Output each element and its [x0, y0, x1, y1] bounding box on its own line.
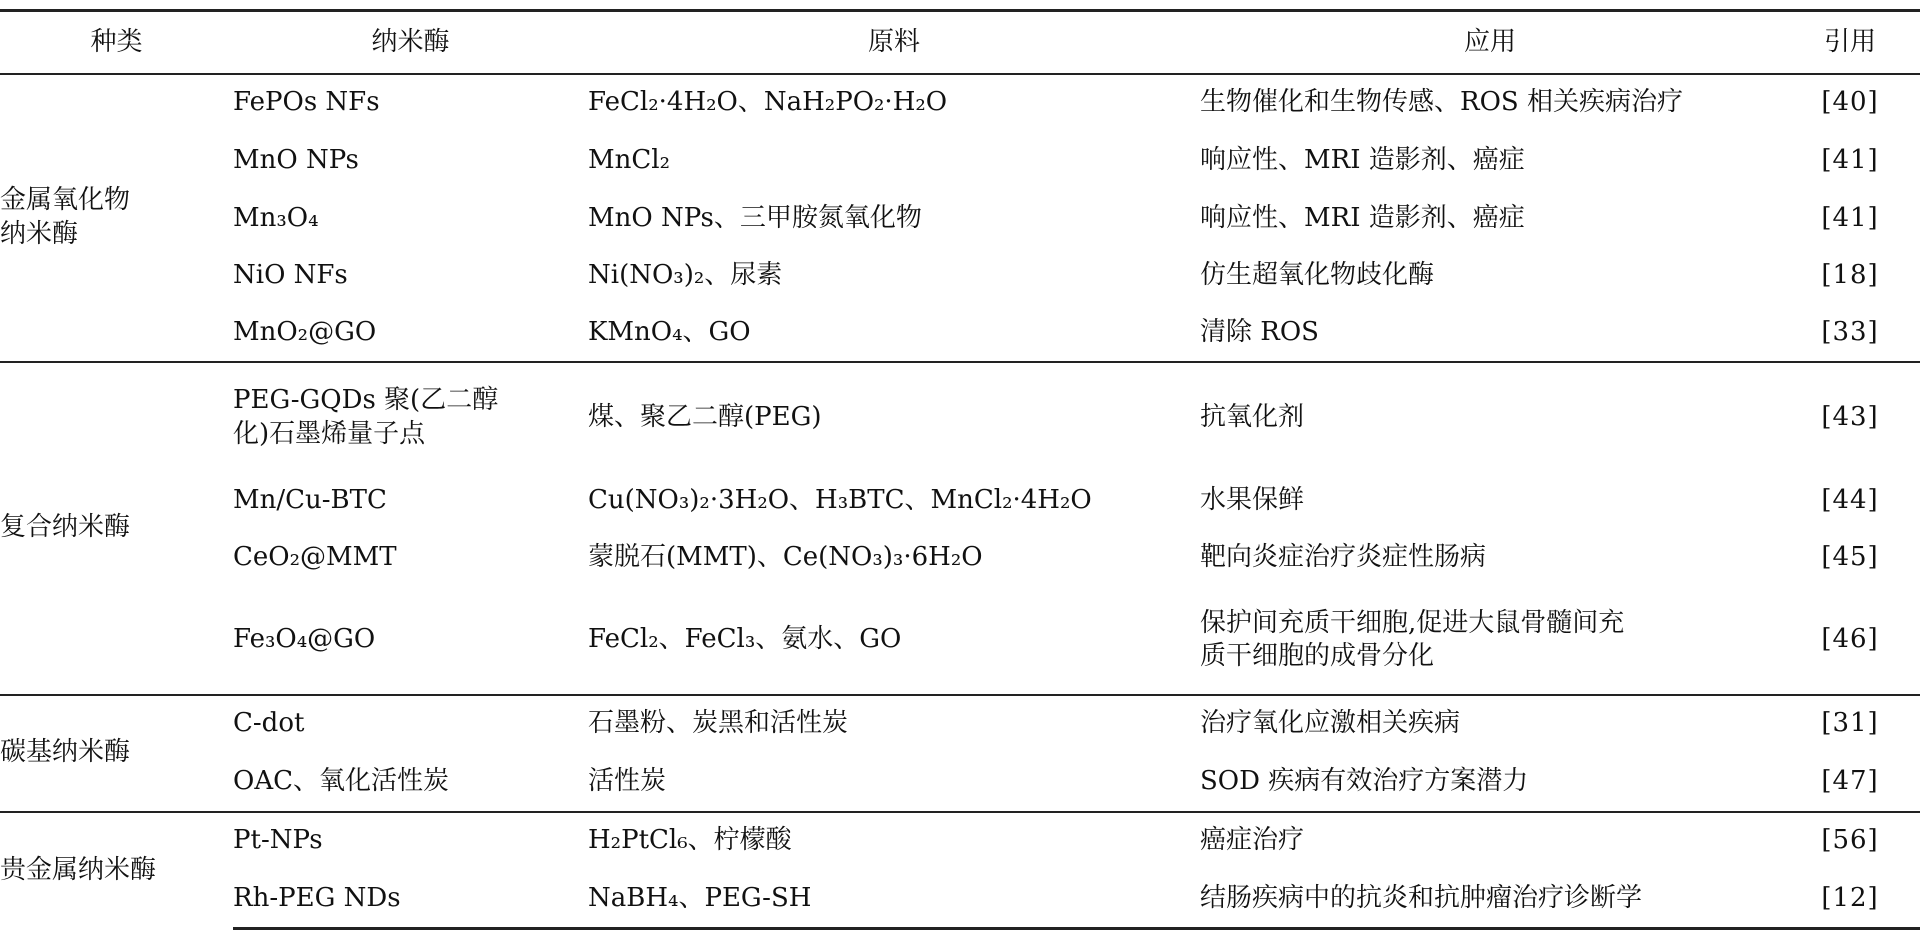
- material-cell: Cu(NO₃)₂·3H₂O、H₃BTC、MnCl₂·4H₂O: [588, 484, 1092, 515]
- table-row: [0, 753, 1920, 812]
- reference-cell: [45]: [1821, 541, 1879, 572]
- table-row: [0, 248, 1920, 305]
- nanozyme-cell: Fe₃O₄@GO: [233, 624, 376, 655]
- nanozyme-cell: Pt-NPs: [233, 812, 588, 870]
- application-cell: 治疗氧化应激相关疾病: [1200, 695, 1780, 753]
- table-row: [0, 529, 1920, 587]
- category-cell: 金属氧化物 纳米酶: [0, 185, 131, 249]
- reference-cell: [44]: [1821, 484, 1879, 515]
- material-cell: Ni(NO₃)₂、尿素: [588, 260, 783, 291]
- nanozyme-cell: MnO NPs: [233, 144, 359, 175]
- header-nanozyme: 纳米酶: [233, 11, 588, 74]
- table-row: [0, 362, 1920, 473]
- header-reference: 引用: [1780, 11, 1920, 74]
- reference-cell: [56]: [1780, 812, 1920, 870]
- nanozyme-cell: NiO NFs: [233, 260, 348, 291]
- nanozyme-cell: C-dot: [233, 695, 588, 753]
- header-category: 种类: [0, 11, 233, 74]
- table-row: [0, 74, 1920, 132]
- nanozyme-cell: Mn₃O₄: [233, 202, 319, 233]
- nanozyme-cell: Mn/Cu-BTC: [233, 484, 387, 515]
- application-cell: 响应性、MRI 造影剂、癌症: [1200, 202, 1525, 233]
- material-cell: MnO NPs、三甲胺氮氧化物: [588, 202, 922, 233]
- reference-cell: [41]: [1821, 144, 1879, 175]
- application-cell: SOD 疾病有效治疗方案潜力: [1200, 765, 1529, 796]
- reference-cell: [46]: [1821, 624, 1879, 655]
- application-cell: 保护间充质干细胞,促进大鼠骨髓间充 质干细胞的成骨分化: [1200, 607, 1625, 671]
- table-row: [0, 695, 1920, 753]
- material-cell: 蒙脱石(MMT)、Ce(NO₃)₃·6H₂O: [588, 541, 983, 572]
- application-cell: 抗氧化剂: [1200, 362, 1780, 473]
- nanozyme-cell: Rh-PEG NDs: [233, 870, 588, 929]
- header-material: 原料: [588, 11, 1200, 74]
- reference-cell: [40]: [1821, 87, 1879, 118]
- application-cell: 靶向炎症治疗炎症性肠病: [1200, 541, 1487, 572]
- material-cell: NaBH₄、PEG-SH: [588, 870, 1200, 929]
- table-row: [0, 587, 1920, 695]
- material-cell: MnCl₂: [588, 144, 670, 175]
- application-cell: 癌症治疗: [1200, 812, 1780, 870]
- header-application: 应用: [1200, 11, 1780, 74]
- reference-cell: [31]: [1780, 695, 1920, 753]
- material-cell: H₂PtCl₆、柠檬酸: [588, 812, 1200, 870]
- category-cell: 复合纳米酶: [0, 362, 233, 695]
- nanozyme-cell: FePOs NFs: [233, 87, 380, 118]
- application-cell: 仿生超氧化物歧化酶: [1200, 260, 1435, 291]
- nanozyme-cell: OAC、氧化活性炭: [233, 765, 449, 796]
- material-cell: FeCl₂·4H₂O、NaH₂PO₂·H₂O: [588, 87, 948, 118]
- header-row: [0, 11, 1920, 74]
- material-cell: 煤、聚乙二醇(PEG): [588, 362, 1200, 473]
- application-cell: 清除 ROS: [1200, 316, 1319, 347]
- reference-cell: [41]: [1821, 202, 1879, 233]
- table-row: [0, 473, 1920, 529]
- table-row: [0, 812, 1920, 870]
- material-cell: 活性炭: [588, 765, 667, 796]
- reference-cell: [33]: [1821, 316, 1879, 347]
- application-cell: 结肠疾病中的抗炎和抗肿瘤治疗诊断学: [1200, 870, 1780, 929]
- category-cell: 贵金属纳米酶: [0, 812, 233, 929]
- nanozyme-cell: MnO₂@GO: [233, 316, 377, 347]
- reference-cell: [43]: [1780, 362, 1920, 473]
- reference-cell: [18]: [1821, 260, 1879, 291]
- table-row: [0, 190, 1920, 248]
- nanozyme-cell: CeO₂@MMT: [233, 541, 397, 572]
- application-cell: 生物催化和生物传感、ROS 相关疾病治疗: [1200, 87, 1683, 118]
- reference-cell: [47]: [1821, 765, 1879, 796]
- nanozyme-table: [0, 9, 1920, 930]
- category-cell: 碳基纳米酶: [0, 695, 233, 812]
- material-cell: KMnO₄、GO: [588, 316, 751, 347]
- table-row: [0, 870, 1920, 929]
- reference-cell: [12]: [1780, 870, 1920, 929]
- material-cell: 石墨粉、炭黑和活性炭: [588, 695, 1200, 753]
- application-cell: 响应性、MRI 造影剂、癌症: [1200, 144, 1525, 175]
- nanozyme-cell: PEG-GQDs 聚(乙二醇 化)石墨烯量子点: [233, 362, 588, 473]
- table-row: [0, 305, 1920, 362]
- material-cell: FeCl₂、FeCl₃、氨水、GO: [588, 624, 902, 655]
- application-cell: 水果保鲜: [1200, 484, 1305, 515]
- table-row: [0, 132, 1920, 190]
